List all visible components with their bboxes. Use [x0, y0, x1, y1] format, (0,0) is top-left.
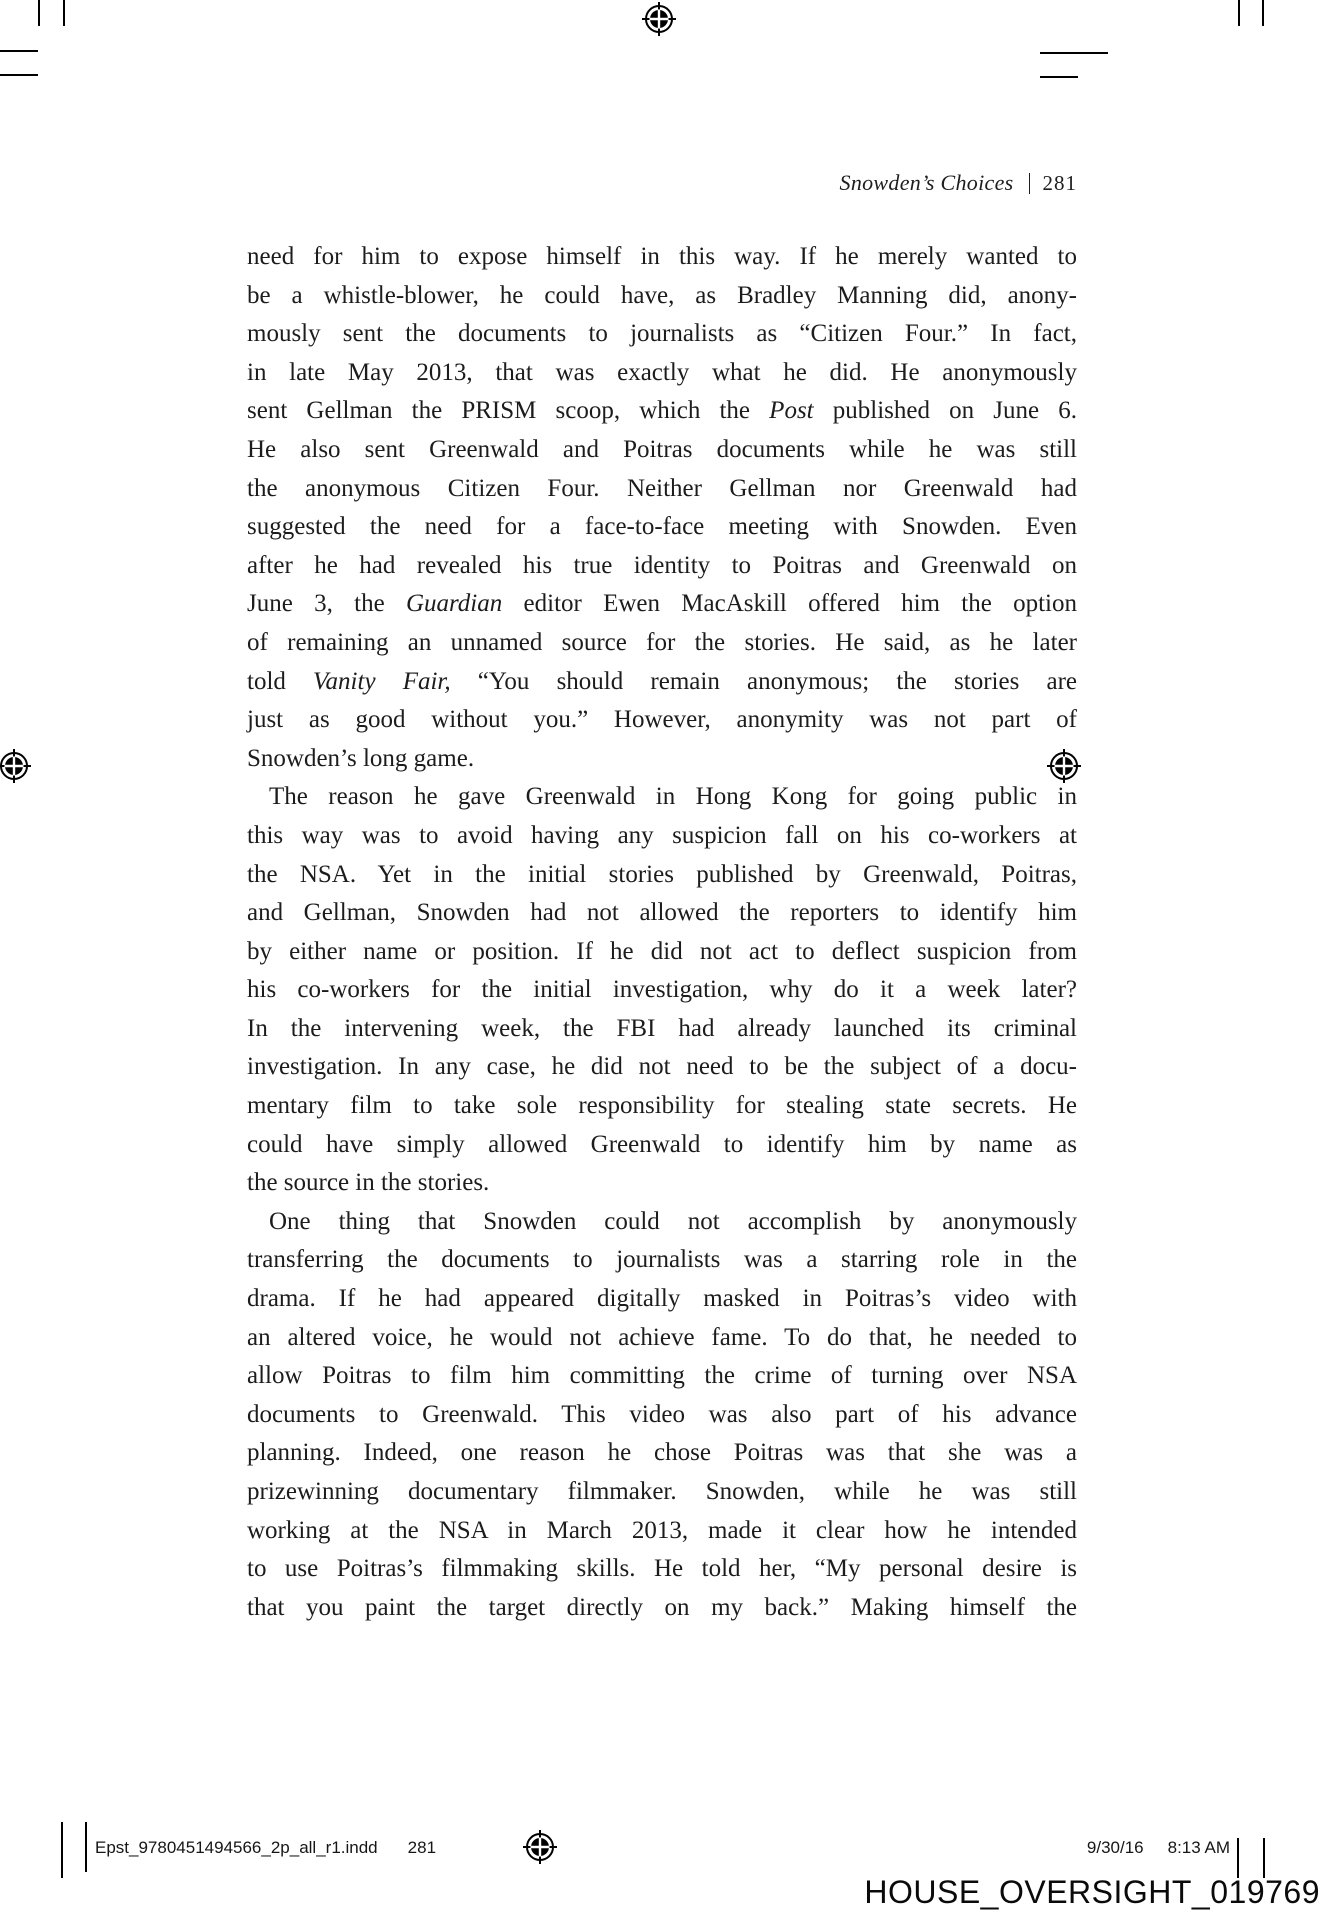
- body-line: [247, 1087, 1077, 1126]
- text-run: of remaining an unnamed source for the stories. He said, as he later: [247, 628, 1077, 656]
- text-run: after he had revealed his true identity to Poitras and Greenwald on: [247, 551, 1077, 579]
- crop-mark: [0, 50, 38, 52]
- body-line: [247, 508, 1077, 547]
- text-run: mously sent the documents to journalists as “Citizen Four.” In fact,: [247, 320, 1077, 348]
- body-line: [247, 778, 1077, 817]
- body-line: [247, 1589, 1077, 1628]
- text-run: In the intervening week, the FBI had already launched its criminal: [247, 1014, 1077, 1042]
- text-run: “You should remain anonymous; the stories are: [450, 667, 1077, 695]
- crop-mark: [1040, 52, 1108, 54]
- text-run: need for him to expose himself in this way. If he merely wanted to: [247, 243, 1077, 270]
- text-run: transferring the documents to journalists was a starring role in the: [247, 1246, 1077, 1274]
- text-run: sent Gellman the PRISM scoop, which the: [247, 397, 770, 425]
- body-line: [247, 1319, 1077, 1358]
- crop-mark: [38, 0, 40, 26]
- text-run: planning. Indeed, one reason he chose Poitras was that she was a: [247, 1439, 1077, 1467]
- text-run: prizewinning documentary filmmaker. Snowden, while he was still: [247, 1478, 1077, 1505]
- crop-mark: [1238, 0, 1240, 26]
- body-line: [247, 1357, 1077, 1396]
- text-run: by either name or position. If he did not act to deflect suspicion from: [247, 937, 1077, 965]
- registration-mark-icon: [0, 749, 31, 783]
- body-line: [247, 1010, 1077, 1049]
- footer-timestamp: [1087, 1838, 1230, 1858]
- body-line: [247, 1126, 1077, 1165]
- text-run: the NSA. Yet in the initial stories published by Greenwald, Poitras,: [247, 860, 1077, 888]
- footer-date: 9/30/16: [1086, 1838, 1144, 1857]
- body-line: [247, 1396, 1077, 1435]
- text-run: documents to Greenwald. This video was also part of his advance: [247, 1400, 1077, 1428]
- header-title: Snowden’s Choices: [839, 170, 1014, 195]
- footer-time: 8:13 AM: [1167, 1838, 1230, 1857]
- crop-mark: [1263, 1838, 1265, 1878]
- crop-mark: [85, 1822, 87, 1872]
- text-run: in late May 2013, that was exactly what he did. He anonymously: [247, 358, 1077, 386]
- text-run: published on June 6.: [813, 397, 1077, 425]
- body-line: [247, 856, 1077, 895]
- text-run: his co-workers for the initial investigation, why do it a week later?: [247, 976, 1077, 1004]
- body-line: [247, 894, 1077, 933]
- text-run: drama. If he had appeared digitally masked in Poitras’s video with: [247, 1285, 1077, 1313]
- body-line: [247, 392, 1077, 431]
- text-run: and Gellman, Snowden had not allowed the reporters to identify him: [247, 899, 1077, 927]
- text-run: told: [247, 667, 314, 695]
- bates-stamp: HOUSE_OVERSIGHT_019769: [864, 1874, 1320, 1910]
- crop-mark: [1040, 76, 1078, 78]
- body-line: [247, 663, 1077, 702]
- body-line: [247, 817, 1077, 856]
- text-run: could have simply allowed Greenwald to identify him by name as: [247, 1130, 1077, 1158]
- text-run: mentary film to take sole responsibility for stealing state secrets. He: [247, 1092, 1077, 1120]
- registration-mark-icon: [523, 1830, 557, 1864]
- header-divider: [1029, 173, 1030, 194]
- body-line: [247, 470, 1077, 509]
- body-line: [247, 1473, 1077, 1512]
- italic-text: Post: [769, 397, 814, 425]
- footer-file-name: Epst_9780451494566_2p_all_r1.indd: [95, 1838, 378, 1857]
- body-line: [247, 1550, 1077, 1589]
- body-line: [247, 354, 1077, 393]
- paragraph: [247, 778, 1077, 1203]
- text-run: working at the NSA in March 2013, made it clear how he intended: [247, 1516, 1077, 1544]
- body-line: [247, 547, 1077, 586]
- text-run: be a whistle-blower, he could have, as Bradley Manning did, anony-: [247, 281, 1077, 309]
- body-line: [247, 1048, 1077, 1087]
- body-line: [247, 277, 1077, 316]
- body-text: [247, 238, 1077, 1627]
- body-line: [247, 1280, 1077, 1319]
- body-line: [247, 1164, 1077, 1203]
- paragraph: [247, 238, 1077, 778]
- text-run: that you paint the target directly on my back.” Making himself the: [247, 1593, 1077, 1621]
- registration-mark-icon: [642, 2, 676, 36]
- body-line: [247, 624, 1077, 663]
- text-run: One thing that Snowden could not accomplish by anonymously: [269, 1207, 1077, 1235]
- text-run: just as good without you.” However, anonymity was not part of: [247, 706, 1077, 734]
- body-line: [247, 1203, 1077, 1242]
- body-line: [247, 971, 1077, 1010]
- crop-mark: [63, 0, 65, 26]
- text-run: allow Poitras to film him committing the crime of turning over NSA: [247, 1362, 1077, 1390]
- body-line: [247, 1434, 1077, 1473]
- crop-mark: [1262, 0, 1264, 26]
- body-line: [247, 1512, 1077, 1551]
- body-line: [247, 585, 1077, 624]
- body-line: [247, 238, 1077, 277]
- body-line: [247, 701, 1077, 740]
- body-line: [247, 1241, 1077, 1280]
- footer-file-info: [95, 1838, 436, 1858]
- running-header: [247, 170, 1077, 196]
- body-line: [247, 933, 1077, 972]
- body-line: [247, 315, 1077, 354]
- text-run: the source in the stories.: [247, 1169, 490, 1197]
- text-run: suggested the need for a face-to-face meeting with Snowden. Even: [247, 513, 1077, 541]
- text-run: this way was to avoid having any suspicion fall on his co-workers at: [247, 821, 1077, 849]
- italic-text: Guardian: [405, 590, 503, 618]
- crop-mark: [0, 74, 38, 76]
- text-run: The reason he gave Greenwald in Hong Kong for going public in: [269, 783, 1077, 811]
- paragraph: [247, 1203, 1077, 1628]
- text-run: Snowden’s long game.: [247, 744, 475, 772]
- text-run: to use Poitras’s filmmaking skills. He told her, “My personal desire is: [247, 1555, 1077, 1583]
- body-line: [247, 431, 1077, 470]
- text-run: June 3, the: [247, 590, 406, 618]
- text-run: He also sent Greenwald and Poitras documents while he was still: [247, 435, 1077, 463]
- crop-mark: [61, 1822, 63, 1878]
- text-run: an altered voice, he would not achieve fame. To do that, he needed to: [247, 1323, 1077, 1351]
- body-line: [247, 740, 1077, 779]
- text-run: the anonymous Citizen Four. Neither Gellman nor Greenwald had: [247, 474, 1077, 502]
- crop-mark: [1237, 1838, 1239, 1878]
- text-run: editor Ewen MacAskill offered him the option: [502, 590, 1077, 618]
- italic-text: Vanity Fair,: [313, 667, 451, 695]
- header-page-number: 281: [1042, 171, 1077, 195]
- footer-page-number: 281: [407, 1838, 437, 1857]
- text-run: investigation. In any case, he did not need to be the subject of a docu-: [247, 1053, 1077, 1081]
